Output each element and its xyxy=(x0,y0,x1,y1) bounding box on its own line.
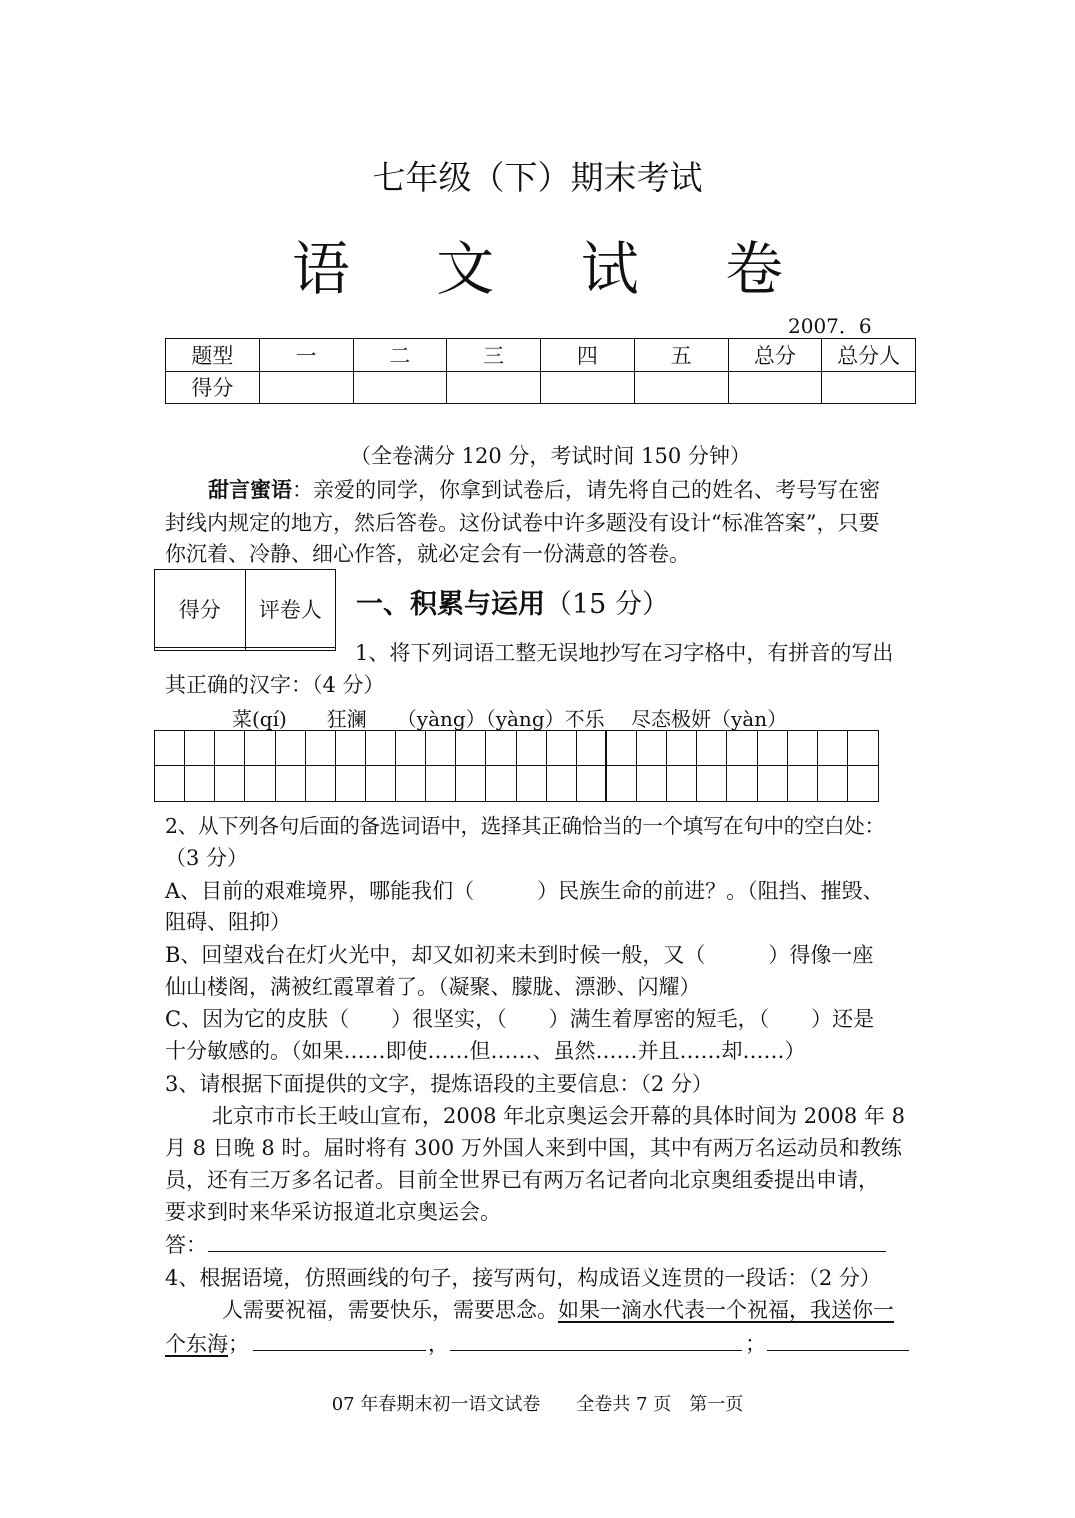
grader-box xyxy=(154,569,336,651)
exam-date: 2007．6 xyxy=(788,314,872,338)
q4-blank-2[interactable] xyxy=(450,1350,742,1351)
grid-cell[interactable] xyxy=(486,766,516,801)
grid-cell[interactable] xyxy=(396,766,426,801)
page-footer: 07 年春期末初一语文试卷 全卷共 7 页 第一页 xyxy=(331,1394,744,1415)
greeting-line-1 xyxy=(208,474,880,504)
grid-cell[interactable] xyxy=(577,766,607,801)
grid-cell[interactable] xyxy=(276,731,306,766)
grid-cell[interactable] xyxy=(486,731,516,766)
grid-cell[interactable] xyxy=(788,766,818,801)
grid-cell[interactable] xyxy=(336,766,366,801)
score-table-header-row xyxy=(166,339,916,372)
grader-score-label: 得分 xyxy=(155,570,246,648)
grader-name-field[interactable] xyxy=(245,648,336,651)
score-blank-cell[interactable] xyxy=(634,371,728,404)
grid-cell[interactable] xyxy=(276,766,306,801)
grid-cell[interactable] xyxy=(547,731,577,766)
q2-line-1: 2、从下列各句后面的备选词语中，选择其正确恰当的一个填写在句中的空白处： xyxy=(165,814,885,838)
q1-words: 菜(qí) 狂澜 （yàng）（yàng）不乐 尽态极妍（yàn） xyxy=(232,707,788,731)
grid-cell[interactable] xyxy=(697,766,727,801)
q3-passage-line-4: 要求到时来华采访报道北京奥运会。 xyxy=(165,1200,501,1224)
q4-separator-2: ， xyxy=(428,1332,449,1356)
writing-grid[interactable] xyxy=(154,730,879,802)
grid-cell[interactable] xyxy=(607,731,637,766)
greeting-line-2: 封线内规定的地方，然后答卷。这份试卷中许多题没有设计“标准答案”，只要 xyxy=(165,511,880,535)
greeting-text-1: ：亲爱的同学，你拿到试卷后，请先将自己的姓名、考号写在密 xyxy=(292,478,880,502)
grid-cell[interactable] xyxy=(517,766,547,801)
grid-cell[interactable] xyxy=(517,731,547,766)
score-blank-cell[interactable] xyxy=(728,371,822,404)
grid-cell[interactable] xyxy=(667,766,697,801)
grid-cell[interactable] xyxy=(727,731,757,766)
q3-passage-line-2: 月 8 日晚 8 时。届时将有 300 万外国人来到中国，其中有两万名运动员和教练 xyxy=(165,1136,902,1160)
score-table-cell: 三 xyxy=(447,339,541,372)
exam-subtitle: 七年级（下）期末考试 xyxy=(372,158,703,197)
score-table-cell: 总分 xyxy=(728,339,822,372)
grid-cell[interactable] xyxy=(155,766,185,801)
score-table-cell: 二 xyxy=(353,339,447,372)
score-table-cell: 总分人 xyxy=(822,339,916,372)
exam-title: 语 文 试 卷 xyxy=(291,235,818,303)
grid-cell[interactable] xyxy=(727,766,757,801)
q2-option-c-line-1: C、因为它的皮肤（ ）很坚实，（ ）满生着厚密的短毛，（ ）还是 xyxy=(165,1007,875,1031)
grid-cell[interactable] xyxy=(456,766,486,801)
score-table-cell: 四 xyxy=(541,339,635,372)
grid-cell[interactable] xyxy=(245,731,275,766)
q2-line-2: （3 分） xyxy=(165,846,249,870)
q1-line-2: 其正确的汉字：（4 分） xyxy=(165,673,385,697)
grid-cell[interactable] xyxy=(848,731,878,766)
q2-option-a-line-2: 阻碍、阻抑） xyxy=(165,910,291,934)
grid-cell[interactable] xyxy=(215,766,245,801)
grid-cell[interactable] xyxy=(758,766,788,801)
grid-cell[interactable] xyxy=(366,766,396,801)
grid-cell[interactable] xyxy=(426,731,456,766)
q4-underlined-sentence-2: 个东海 xyxy=(165,1332,228,1356)
score-table-cell: 题型 xyxy=(166,339,260,372)
q4-passage-line-2 xyxy=(165,1328,249,1358)
q4-line-1: 4、根据语境，仿照画线的句子，接写两句，构成语义连贯的一段话：（2 分） xyxy=(165,1266,881,1290)
grader-score-field[interactable] xyxy=(155,648,246,651)
q4-separator-3: ； xyxy=(745,1332,766,1356)
grid-cell[interactable] xyxy=(697,731,727,766)
score-row-label: 得分 xyxy=(166,371,260,404)
grid-cell[interactable] xyxy=(185,766,215,801)
grid-cell[interactable] xyxy=(215,731,245,766)
grader-name-label: 评卷人 xyxy=(245,570,336,648)
exam-note: （全卷满分 120 分，考试时间 150 分钟） xyxy=(350,444,751,468)
grid-cell[interactable] xyxy=(607,766,637,801)
greeting-label: 甜言蜜语 xyxy=(208,477,292,502)
grid-cell[interactable] xyxy=(788,731,818,766)
grid-cell[interactable] xyxy=(667,731,697,766)
q3-line-1: 3、请根据下面提供的文字，提炼语段的主要信息：（2 分） xyxy=(165,1072,713,1096)
section-1-title: 一、积累与运用 xyxy=(356,589,545,620)
q3-answer-line[interactable] xyxy=(208,1251,886,1252)
q4-blank-1[interactable] xyxy=(253,1350,426,1351)
q1-line-1: 1、将下列词语工整无误地抄写在习字格中，有拼音的写出 xyxy=(355,641,894,665)
grid-cell[interactable] xyxy=(848,766,878,801)
q4-separator-1: ； xyxy=(228,1332,249,1356)
grid-cell[interactable] xyxy=(396,731,426,766)
grid-cell[interactable] xyxy=(758,731,788,766)
grid-cell[interactable] xyxy=(456,731,486,766)
score-blank-cell[interactable] xyxy=(353,371,447,404)
grid-cell[interactable] xyxy=(637,766,667,801)
grid-cell[interactable] xyxy=(366,731,396,766)
score-blank-cell[interactable] xyxy=(822,371,916,404)
score-blank-cell[interactable] xyxy=(447,371,541,404)
q2-option-b-line-2: 仙山楼阁，满被红霞罩着了。（凝聚、朦胧、漂渺、闪耀） xyxy=(165,975,701,999)
score-table-cell: 五 xyxy=(634,339,728,372)
q4-underlined-sentence-1: 如果一滴水代表一个祝福，我送你一 xyxy=(558,1298,894,1322)
q3-passage-line-1: 北京市市长王岐山宣布，2008 年北京奥运会开幕的具体时间为 2008 年 8 xyxy=(212,1104,905,1128)
grid-cell[interactable] xyxy=(426,766,456,801)
q2-option-a-line-1: A、目前的艰难境界，哪能我们（ ）民族生命的前进？。（阻挡、摧毁、 xyxy=(165,879,884,903)
score-blank-cell[interactable] xyxy=(541,371,635,404)
q2-option-b-line-1: B、回望戏台在灯火光中，却又如初来未到时候一般，又（ ）得像一座 xyxy=(165,943,874,967)
grid-cell[interactable] xyxy=(155,731,185,766)
section-1-heading xyxy=(356,582,669,621)
score-table-cell: 一 xyxy=(259,339,353,372)
greeting-line-3: 你沉着、冷静、细心作答，就必定会有一份满意的答卷。 xyxy=(165,542,690,566)
section-1-points: （15 分） xyxy=(545,589,669,620)
score-table xyxy=(165,338,916,404)
grid-cell[interactable] xyxy=(818,766,848,801)
score-table-score-row xyxy=(166,371,916,404)
q3-passage-line-3: 员，还有三万多名记者。目前全世界已有两万名记者向北京奥组委提出申请， xyxy=(165,1168,879,1192)
q2-option-c-line-2: 十分敏感的。（如果……即使……但……、虽然……并且……却……） xyxy=(165,1039,806,1063)
grid-cell[interactable] xyxy=(245,766,275,801)
grid-cell[interactable] xyxy=(306,766,336,801)
grid-cell[interactable] xyxy=(637,731,667,766)
q4-blank-3[interactable] xyxy=(767,1350,909,1351)
grid-cell[interactable] xyxy=(547,766,577,801)
grid-cell[interactable] xyxy=(185,731,215,766)
grid-cell[interactable] xyxy=(336,731,366,766)
q3-answer-label: 答： xyxy=(165,1233,207,1257)
q4-passage-line-1 xyxy=(222,1294,894,1324)
grid-cell[interactable] xyxy=(818,731,848,766)
score-blank-cell[interactable] xyxy=(259,371,353,404)
grid-cell[interactable] xyxy=(577,731,607,766)
grid-cell[interactable] xyxy=(306,731,336,766)
q4-plain-text: 人需要祝福，需要快乐，需要思念。 xyxy=(222,1298,558,1322)
